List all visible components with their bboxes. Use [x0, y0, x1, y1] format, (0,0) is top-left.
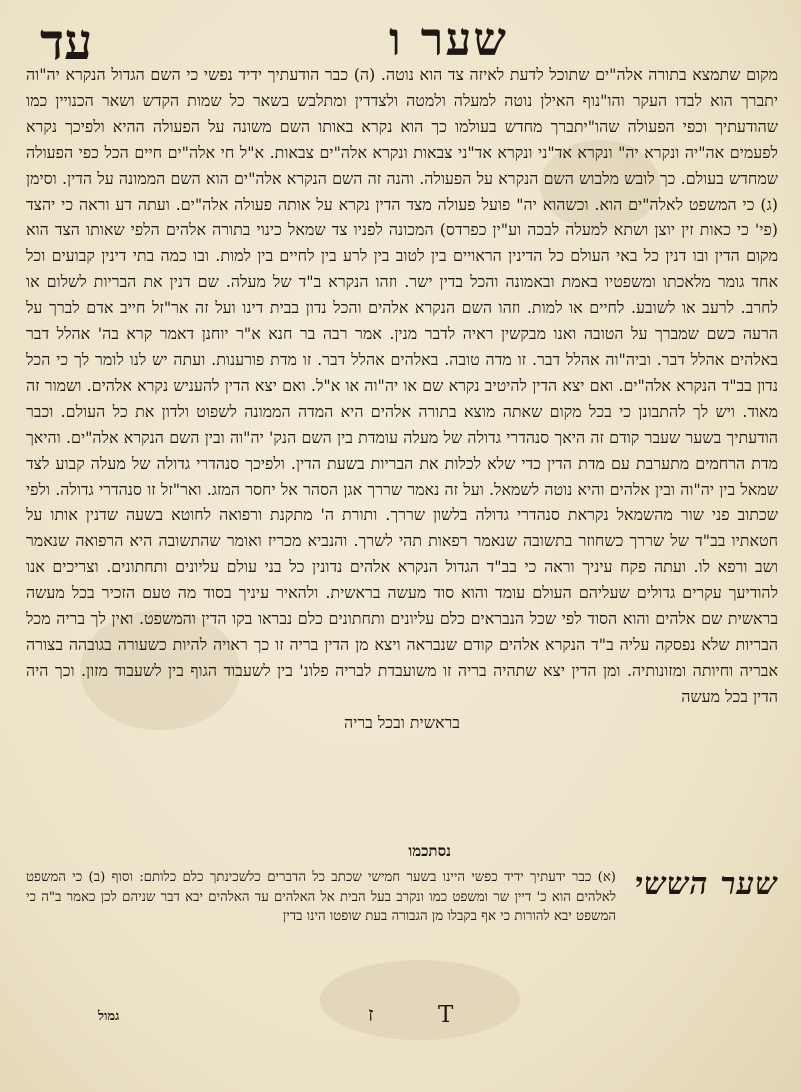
page-footer: [26, 1002, 778, 1032]
catchword: גמול: [98, 1009, 120, 1024]
main-text: [26, 62, 778, 736]
signature-mark-secondary: ז: [368, 1002, 374, 1026]
colophon: נסתכמו: [408, 842, 451, 860]
running-title: שער ו: [389, 12, 508, 66]
commentary-heading: שער הששי: [634, 866, 778, 902]
page-number: עד: [40, 12, 93, 71]
commentary-paragraph: (א) כבר ידעתיך ידיד כפשי היינו בשער חמישי שכתב כל הדברים כלשכינתך כלם כלותם: וסוף (ב) כי המשפט לאלהים הוא כ' דיין שר ומשפט כמו ונקרב בעל הבית אל האלהים עד האלהים יבא דבר שניהם לכן כאמר ב"ה כי המשפט יבא להורות כי אף בקבלו מן הגבורה בעת שופטו הינו בדין: [26, 870, 616, 924]
signature-mark: T: [438, 1002, 454, 1028]
commentary-text: [26, 868, 616, 927]
page-header: [30, 4, 773, 71]
main-paragraph: מקום שתמצא בתורה אלה"ים שתוכל לדעת לאיזה צד הוא נוטה. (ה) כבר הודעתיך ידיד נפשי כי השם הגדול הנקרא יה"וה יתברך הוא לבדו העקר והו"נוף האילן נוטה למעלה ולמטה ולצדדין ומתלבש בשאר כל שמות הקדש ושאר הכנויין כמו שהודעתיך וכפי הפעולה שהו"יתברך מחדש בעולמו כך הוא נקרא באותו השם משונה על הפעולה ההיא ולפיכך נקרא לפעמים אה"יה ונקרא יה" ונקרא אד"ני ונקרא אד"ני צבאות ונקרא אלה"ים צבאות. א"ל חי אלה"ים חיים הכל כפי הפעולה שמחדש בעולם. כך לובש מלבוש השם הנקרא על הפעולה. והנה זה השם הנקרא אלה"ים הוא השם הממונה על הדין. וסימן (ג) כי המשפט לאלה"ים הוא. וכשהוא יה" פועל פעולה מצד הדין נקרא על אותה פעולה אלה"ים. ועתה דע וראה כי יהצד (פי' כי כאות זין יוצן ושתא למעלה לבכה וע"ין כפרדס) המכונה לפניו צד שמאל כינוי בתורה אלהים הלפי שאותו הצד הוא מקום הדין ובו דנין כל באי העולם כל הדינין הראויים בין לטוב בין לרע בין לחיים בין למות. ובו כמה בתי דינין קבועים וכל אחד גומר מלאכתו ומשפטיו באמת ובאמונה והכל בדין ישר. וזהו הנקרא ב"ד של מעלה. שם דנין את הבריות לשלום או לחרב. לרעב או לשובע. לחיים או למות. וזהו השם הנקרא אלהים והכל נדון בבית דינו ועל זה אר"זל חייב אדם לברך על הרעה כשם שמברך על הטובה ואנו מבקשין ראיה לדבר מנין. אמר רבה בר חנא א"ר יוחנן דאמר קרא בה' אהלל דבר באלהים אהלל דבר. וביה"וה אהלל דבר. זו מדה טובה. באלהים אהלל דבר. זו מדת פורענות. ועתה יש לנו לומר לך כי הכל נדון בב"ד הנקרא אלה"ים. ואם יצא הדין להיטיב נקרא שם או יה"וה או א"ל. ואם יצא הדין להעניש נקרא אלהים. ושמור זה מאוד. ויש לך להתבונן כי בכל מקום שאתה מוצא בתורה אלהים היא המדה הממונה לשפוט ולדון את כל העולם. וכבר הודעתיך בשער שעבר קודם זה היאך סנהדרי גדולה של מעלה עומדת בין השם הנק' יה"וה ובין השם הנקרא אלה"ים. והיאך מדת הרחמים מתערבת עם מדת הדין כדי שלא לכלות את הבריות בשעת הדין. ולפיכך סנהדרי גדולה של מעלה קבוע לצד שמאל בין יה"וה ובין אלהים והיא נוטה לשמאל. ועל זה נאמר שררך אגן הסהר אל יחסר המזג. ואר"זל זו סנהדרי גדולה. ולפי שכתוב פני שור מהשמאל נקראת סנהדרי גדולה בלשון שררך. ותורת ה' מתקנת ורפואה לחוטא בשעה שדנין אותו על חטאתיו בב"ד של שררך כשחוזר בתשובה שנאמר רפאות תהי לשרך. והנביא מכריז ואומר שהתשובה היא הרפואה שנאמר ושב ורפא לו. ועתה פקח עיניך וראה כי בב"ד הגדול הנקרא אלהים נדונין כל בני עולם עליונים ותחתונים. וצריכים אנו להודיעך עקרים גדולים שעליהם העולם עומד והוא סוד מעשה בראשית. ולהאיר עיניך בסוד מה טעם הזכיר בכל מעשה בראשית שם אלהים והוא הסוד לפי שכל הנבראים כלם עליונים ותחתונים כלם נבראו בקו הדין והמשפט. ואין לך בריה מכל הבריות שלא נפסקה עליה ב"ד הנקרא אלהים קודם שנבראה ויצא מן הדין בריה זו כך ראויה להיות כשעורה בגובהה בצורה אבריה וחיותה ומזונותיה. ומן הדין יצא שתהיה בריה זו משועבדת לבריה פלונ' בין לשעבוד הגוף בין לשעבוד מזון. וכך היה הדין בכל מעשה: [26, 65, 779, 706]
main-last-line: בראשית ובכל בריה: [344, 712, 460, 732]
commentary-block: [26, 866, 778, 976]
